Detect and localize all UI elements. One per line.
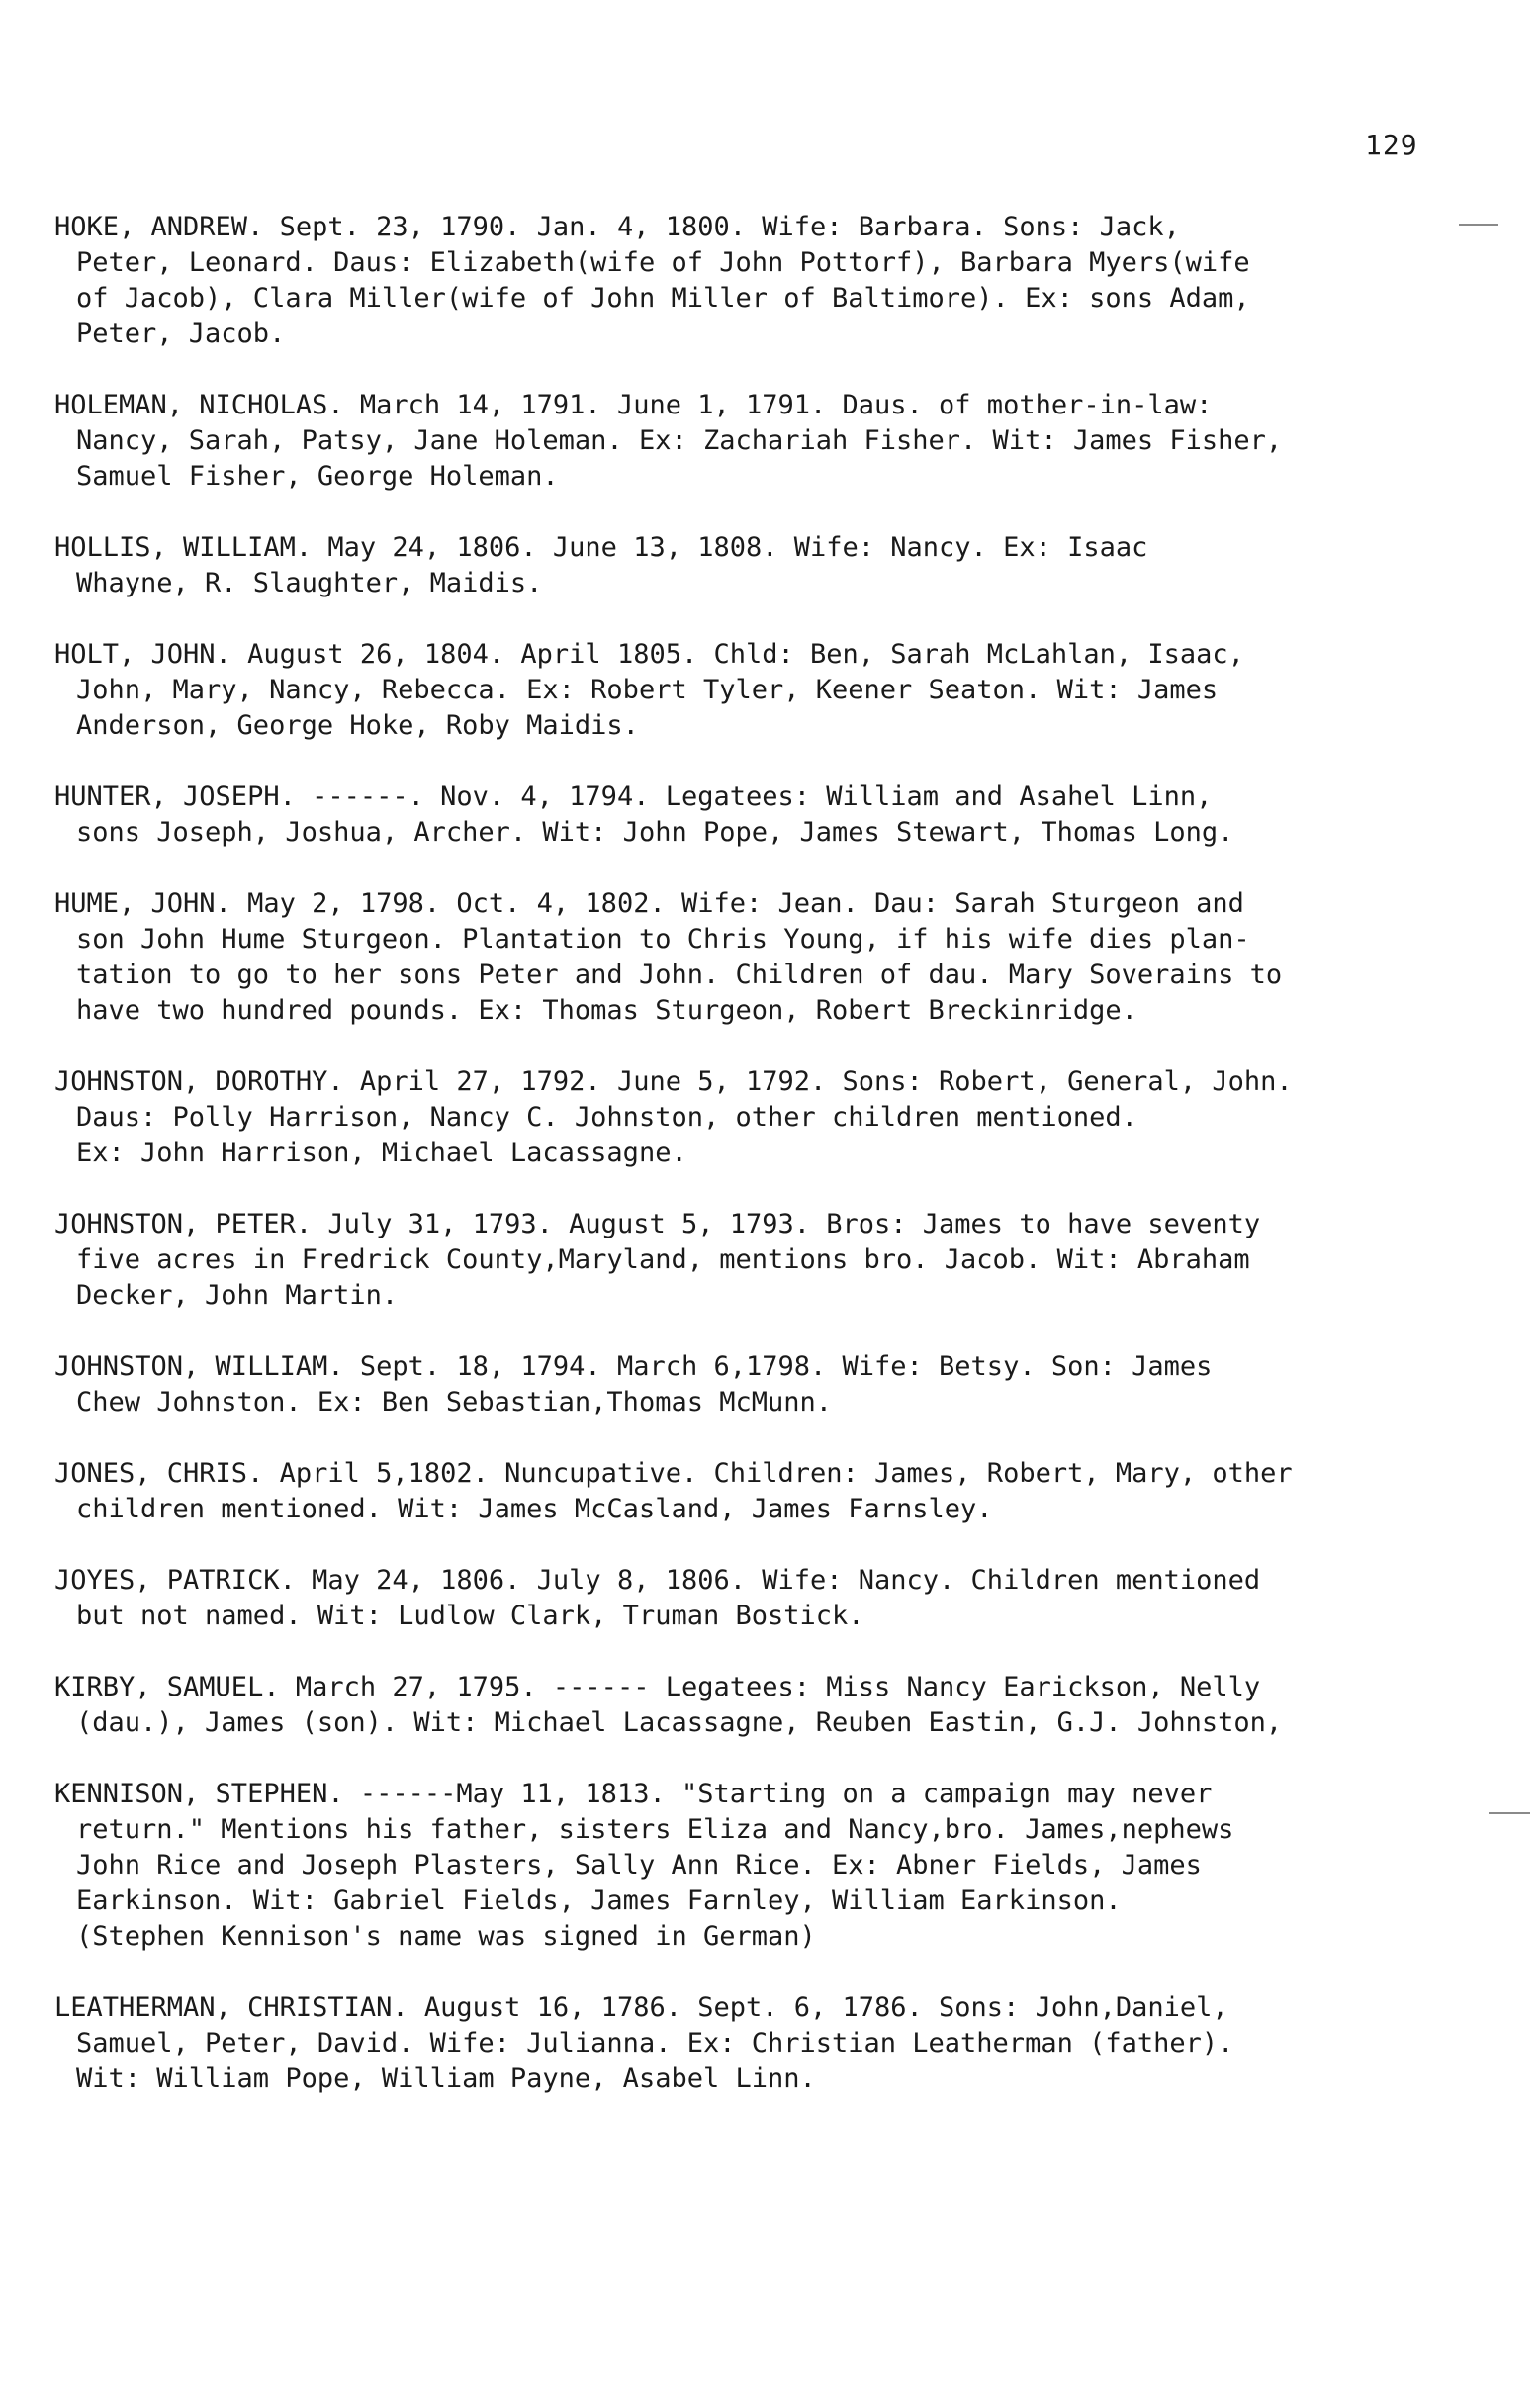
page-number: 129	[1365, 129, 1418, 161]
will-entry: JOYES, PATRICK. May 24, 1806. July 8, 1806. Wife: Nancy. Children mentioned but not named. Wit: Ludlow Clark, Truman Bostick.	[54, 1565, 1261, 1631]
will-entry: HOKE, ANDREW. Sept. 23, 1790. Jan. 4, 1800. Wife: Barbara. Sons: Jack, Peter, Leonard. Daus: Elizabeth(wife of John Pottorf), Barbara Myers(wife of Jacob), Clara Miller(wife of John Miller of Baltimore). Ex: sons Adam, Peter, Jacob.	[54, 212, 1250, 349]
will-entry: JOHNSTON, PETER. July 31, 1793. August 5, 1793. Bros: James to have seventy five acres in Fredrick County,Maryland, mentions bro. Jacob. Wit: Abraham Decker, John Martin.	[54, 1209, 1261, 1311]
will-entry: LEATHERMAN, CHRISTIAN. August 16, 1786. Sept. 6, 1786. Sons: John,Daniel, Samuel, Peter, David. Wife: Julianna. Ex: Christian Leatherman (father). Wit: William Pope, William Payne, Asabel Linn.	[54, 1992, 1234, 2094]
will-entry: HOLEMAN, NICHOLAS. March 14, 1791. June 1, 1791. Daus. of mother-in-law: Nancy, Sarah, Patsy, Jane Holeman. Ex: Zachariah Fisher. Wit: James Fisher, Samuel Fisher, George Holeman.	[54, 390, 1283, 492]
will-entry: HOLLIS, WILLIAM. May 24, 1806. June 13, 1808. Wife: Nancy. Ex: Isaac Whayne, R. Slaughter, Maidis.	[54, 532, 1148, 598]
will-entry: JOHNSTON, WILLIAM. Sept. 18, 1794. March 6,1798. Wife: Betsy. Son: James Chew Johnston. Ex: Ben Sebastian,Thomas McMunn.	[54, 1351, 1213, 1418]
will-entry: HOLT, JOHN. August 26, 1804. April 1805. Chld: Ben, Sarah McLahlan, Isaac, John, Mary, Nancy, Rebecca. Ex: Robert Tyler, Keener Seaton. Wit: James Anderson, George Hoke, Roby Maidis.	[54, 639, 1244, 741]
will-entry: KIRBY, SAMUEL. March 27, 1795. ------ Legatees: Miss Nancy Earickson, Nelly (dau.), James (son). Wit: Michael Lacassagne, Reuben Eastin, G.J. Johnston,	[54, 1672, 1283, 1738]
will-entry: HUNTER, JOSEPH. ------. Nov. 4, 1794. Legatees: William and Asahel Linn, sons Joseph, Joshua, Archer. Wit: John Pope, James Stewart, Thomas Long.	[54, 781, 1234, 848]
entry-list	[54, 210, 1498, 2133]
will-entry: HUME, JOHN. May 2, 1798. Oct. 4, 1802. Wife: Jean. Dau: Sarah Sturgeon and son John Hume Sturgeon. Plantation to Chris Young, if his wife dies plan- tation to go to her sons Peter and John. Children of dau. Mary Soverains to have two hundred pounds. Ex: Thomas Sturgeon, Robert Breckinridge.	[54, 888, 1283, 1026]
will-entry: KENNISON, STEPHEN. ------May 11, 1813. "Starting on a campaign may never return." Mentions his father, sisters Eliza and Nancy,bro. James,nephews John Rice and Joseph Plasters, Sally Ann Rice. Ex: Abner Fields, James Earkinson. Wit: Gabriel Fields, James Farnley, William Earkinson. (Stephen Kennison's name was signed in German)	[54, 1779, 1234, 1952]
will-entry: JOHNSTON, DOROTHY. April 27, 1792. June 5, 1792. Sons: Robert, General, John. Daus: Polly Harrison, Nancy C. Johnston, other children mentioned. Ex: John Harrison, Michael Lacassagne.	[54, 1066, 1293, 1168]
will-entry: JONES, CHRIS. April 5,1802. Nuncupative. Children: James, Robert, Mary, other children mentioned. Wit: James McCasland, James Farnsley.	[54, 1458, 1293, 1524]
